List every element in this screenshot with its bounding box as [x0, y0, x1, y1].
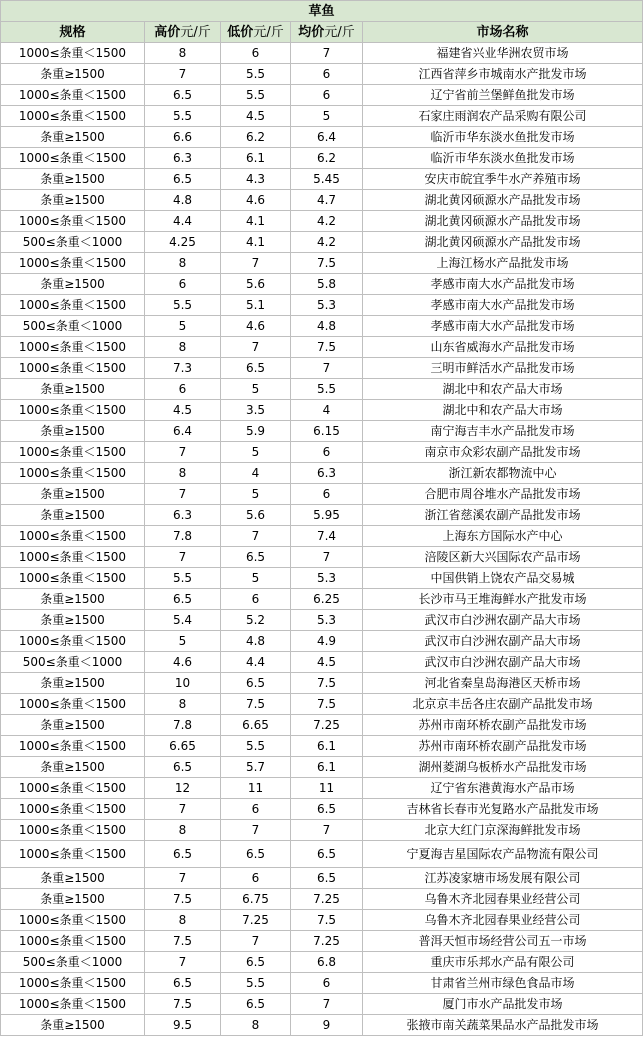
header-high-unit: 元/斤 — [180, 24, 211, 40]
cell-low: 6.65 — [221, 715, 291, 736]
cell-low: 6.5 — [221, 952, 291, 973]
header-avg-unit: 元/斤 — [324, 24, 355, 40]
cell-avg: 7 — [291, 43, 363, 64]
cell-spec: 1000≤条重＜1500 — [1, 337, 145, 358]
cell-low: 6.5 — [221, 673, 291, 694]
table-row — [1, 169, 643, 190]
cell-high: 4.4 — [145, 211, 221, 232]
cell-market: 湖州菱湖乌板桥水产品批发市场 — [363, 757, 643, 778]
cell-low: 4.6 — [221, 316, 291, 337]
cell-spec: 1000≤条重＜1500 — [1, 106, 145, 127]
cell-avg: 5.3 — [291, 295, 363, 316]
cell-low: 6.75 — [221, 889, 291, 910]
cell-avg: 6 — [291, 442, 363, 463]
cell-high: 7 — [145, 799, 221, 820]
cell-market: 乌鲁木齐北园春果业经营公司 — [363, 889, 643, 910]
cell-low: 5.7 — [221, 757, 291, 778]
cell-market: 苏州市南环桥农副产品批发市场 — [363, 715, 643, 736]
cell-high: 6.65 — [145, 736, 221, 757]
cell-spec: 条重≥1500 — [1, 673, 145, 694]
cell-avg: 7.5 — [291, 694, 363, 715]
cell-spec: 条重≥1500 — [1, 274, 145, 295]
cell-low: 5.5 — [221, 973, 291, 994]
cell-low: 7.25 — [221, 910, 291, 931]
cell-spec: 1000≤条重＜1500 — [1, 778, 145, 799]
table-row — [1, 889, 643, 910]
cell-avg: 4 — [291, 400, 363, 421]
cell-avg: 6.5 — [291, 868, 363, 889]
cell-high: 6.5 — [145, 589, 221, 610]
cell-low: 5.6 — [221, 274, 291, 295]
table-row — [1, 589, 643, 610]
cell-low: 4.1 — [221, 232, 291, 253]
cell-market: 临沂市华东淡水鱼批发市场 — [363, 148, 643, 169]
table-row — [1, 799, 643, 820]
cell-high: 12 — [145, 778, 221, 799]
cell-low: 4.1 — [221, 211, 291, 232]
cell-avg: 4.2 — [291, 232, 363, 253]
cell-spec: 1000≤条重＜1500 — [1, 85, 145, 106]
cell-high: 7 — [145, 64, 221, 85]
cell-high: 4.25 — [145, 232, 221, 253]
table-row — [1, 757, 643, 778]
cell-market: 中国供销上饶农产品交易城 — [363, 568, 643, 589]
cell-market: 湖北黄冈硕源水产品批发市场 — [363, 232, 643, 253]
cell-market: 上海东方国际水产中心 — [363, 526, 643, 547]
cell-high: 6 — [145, 274, 221, 295]
cell-avg: 4.8 — [291, 316, 363, 337]
cell-avg: 7.5 — [291, 910, 363, 931]
cell-spec: 条重≥1500 — [1, 889, 145, 910]
header-low-label: 低价 — [227, 24, 254, 40]
cell-high: 5.5 — [145, 106, 221, 127]
cell-low: 6 — [221, 799, 291, 820]
table-row — [1, 631, 643, 652]
cell-high: 10 — [145, 673, 221, 694]
cell-high: 6.3 — [145, 505, 221, 526]
cell-low: 8 — [221, 1015, 291, 1036]
cell-avg: 11 — [291, 778, 363, 799]
cell-low: 6.5 — [221, 547, 291, 568]
cell-avg: 6.8 — [291, 952, 363, 973]
cell-avg: 6.15 — [291, 421, 363, 442]
cell-avg: 7 — [291, 994, 363, 1015]
cell-market: 孝感市南大水产品批发市场 — [363, 316, 643, 337]
cell-market: 武汉市白沙洲农副产品大市场 — [363, 652, 643, 673]
cell-low: 5.1 — [221, 295, 291, 316]
cell-market: 三明市鲜活水产品批发市场 — [363, 358, 643, 379]
cell-market: 孝感市南大水产品批发市场 — [363, 295, 643, 316]
cell-high: 7.5 — [145, 931, 221, 952]
table-row — [1, 43, 643, 64]
cell-avg: 5.45 — [291, 169, 363, 190]
cell-avg: 7.25 — [291, 889, 363, 910]
cell-high: 4.6 — [145, 652, 221, 673]
cell-market: 甘肃省兰州市绿色食品市场 — [363, 973, 643, 994]
table-row — [1, 715, 643, 736]
cell-avg: 7.25 — [291, 931, 363, 952]
cell-market: 安庆市皖宜季牛水产养殖市场 — [363, 169, 643, 190]
cell-avg: 4.7 — [291, 190, 363, 211]
cell-spec: 1000≤条重＜1500 — [1, 820, 145, 841]
cell-spec: 1000≤条重＜1500 — [1, 694, 145, 715]
cell-avg: 7.5 — [291, 673, 363, 694]
cell-market: 普洱天恒市场经营公司五一市场 — [363, 931, 643, 952]
cell-market: 宁夏海吉星国际农产品物流有限公司 — [363, 841, 643, 868]
table-row — [1, 868, 643, 889]
cell-high: 5 — [145, 631, 221, 652]
cell-market: 石家庄雨润农产品采购有限公司 — [363, 106, 643, 127]
cell-low: 6.5 — [221, 358, 291, 379]
header-spec-label: 规格 — [59, 24, 86, 40]
cell-market: 河北省秦皇岛海港区天桥市场 — [363, 673, 643, 694]
cell-market: 临沂市华东淡水鱼批发市场 — [363, 127, 643, 148]
cell-high: 4.5 — [145, 400, 221, 421]
table-row — [1, 106, 643, 127]
cell-spec: 1000≤条重＜1500 — [1, 211, 145, 232]
table-row — [1, 820, 643, 841]
table-body — [1, 43, 643, 1036]
cell-high: 7 — [145, 868, 221, 889]
cell-avg: 5.3 — [291, 568, 363, 589]
cell-low: 7 — [221, 931, 291, 952]
table-row — [1, 610, 643, 631]
cell-spec: 1000≤条重＜1500 — [1, 43, 145, 64]
cell-spec: 1000≤条重＜1500 — [1, 547, 145, 568]
table-row — [1, 841, 643, 868]
table-row — [1, 910, 643, 931]
cell-spec: 1000≤条重＜1500 — [1, 736, 145, 757]
cell-spec: 条重≥1500 — [1, 715, 145, 736]
table-row — [1, 295, 643, 316]
cell-low: 6 — [221, 589, 291, 610]
cell-low: 5 — [221, 379, 291, 400]
cell-high: 6.6 — [145, 127, 221, 148]
cell-market: 涪陵区新大兴国际农产品市场 — [363, 547, 643, 568]
cell-high: 5.4 — [145, 610, 221, 631]
cell-high: 6.5 — [145, 85, 221, 106]
cell-avg: 4.9 — [291, 631, 363, 652]
cell-high: 5.5 — [145, 295, 221, 316]
header-high — [145, 22, 221, 43]
table-row — [1, 568, 643, 589]
cell-low: 4.6 — [221, 190, 291, 211]
cell-market: 湖北黄冈硕源水产品批发市场 — [363, 190, 643, 211]
cell-avg: 6.5 — [291, 841, 363, 868]
cell-high: 4.8 — [145, 190, 221, 211]
cell-low: 5.5 — [221, 736, 291, 757]
table-row — [1, 778, 643, 799]
cell-spec: 1000≤条重＜1500 — [1, 994, 145, 1015]
table-title-row — [1, 1, 643, 22]
header-avg-label: 均价 — [298, 24, 325, 40]
cell-low: 5 — [221, 568, 291, 589]
cell-avg: 5.5 — [291, 379, 363, 400]
cell-spec: 1000≤条重＜1500 — [1, 148, 145, 169]
cell-low: 6.5 — [221, 994, 291, 1015]
cell-spec: 条重≥1500 — [1, 421, 145, 442]
cell-high: 5.5 — [145, 568, 221, 589]
table-row — [1, 190, 643, 211]
cell-low: 5.9 — [221, 421, 291, 442]
cell-spec: 条重≥1500 — [1, 505, 145, 526]
cell-market: 厦门市水产品批发市场 — [363, 994, 643, 1015]
cell-high: 7.8 — [145, 715, 221, 736]
header-market — [363, 22, 643, 43]
cell-market: 湖北中和农产品大市场 — [363, 379, 643, 400]
cell-spec: 条重≥1500 — [1, 64, 145, 85]
cell-high: 8 — [145, 910, 221, 931]
cell-high: 6 — [145, 379, 221, 400]
header-low-unit: 元/斤 — [253, 24, 284, 40]
cell-market: 南宁海吉丰水产品批发市场 — [363, 421, 643, 442]
cell-market: 乌鲁木齐北园春果业经营公司 — [363, 910, 643, 931]
cell-market: 苏州市南环桥农副产品批发市场 — [363, 736, 643, 757]
cell-avg: 6 — [291, 85, 363, 106]
cell-market: 武汉市白沙洲农副产品大市场 — [363, 631, 643, 652]
cell-spec: 1000≤条重＜1500 — [1, 910, 145, 931]
cell-market: 湖北黄冈硕源水产品批发市场 — [363, 211, 643, 232]
cell-market: 重庆市乐邦水产品有限公司 — [363, 952, 643, 973]
cell-spec: 1000≤条重＜1500 — [1, 463, 145, 484]
cell-low: 5 — [221, 442, 291, 463]
table-row — [1, 358, 643, 379]
cell-high: 8 — [145, 253, 221, 274]
table-row — [1, 253, 643, 274]
cell-market: 辽宁省东港黄海水产品市场 — [363, 778, 643, 799]
cell-avg: 4.2 — [291, 211, 363, 232]
cell-spec: 1000≤条重＜1500 — [1, 400, 145, 421]
table-row — [1, 973, 643, 994]
cell-low: 7 — [221, 253, 291, 274]
table-row — [1, 127, 643, 148]
cell-high: 7.5 — [145, 889, 221, 910]
cell-low: 5.6 — [221, 505, 291, 526]
cell-high: 6.5 — [145, 841, 221, 868]
table-row — [1, 463, 643, 484]
table-row — [1, 1015, 643, 1036]
table-row — [1, 652, 643, 673]
cell-low: 11 — [221, 778, 291, 799]
cell-spec: 条重≥1500 — [1, 379, 145, 400]
cell-market: 浙江新农都物流中心 — [363, 463, 643, 484]
table-header-row — [1, 22, 643, 43]
cell-market: 南京市众彩农副产品批发市场 — [363, 442, 643, 463]
cell-high: 7 — [145, 547, 221, 568]
header-avg — [291, 22, 363, 43]
cell-market: 北京京丰岳各庄农副产品批发市场 — [363, 694, 643, 715]
table-row — [1, 421, 643, 442]
cell-high: 7.3 — [145, 358, 221, 379]
cell-high: 7 — [145, 484, 221, 505]
table-row — [1, 85, 643, 106]
cell-market: 湖北中和农产品大市场 — [363, 400, 643, 421]
cell-avg: 6.25 — [291, 589, 363, 610]
table-row — [1, 232, 643, 253]
cell-market: 孝感市南大水产品批发市场 — [363, 274, 643, 295]
cell-high: 8 — [145, 337, 221, 358]
cell-market: 江苏凌家塘市场发展有限公司 — [363, 868, 643, 889]
cell-avg: 6.2 — [291, 148, 363, 169]
cell-spec: 1000≤条重＜1500 — [1, 931, 145, 952]
table-row — [1, 694, 643, 715]
cell-market: 山东省威海水产品批发市场 — [363, 337, 643, 358]
cell-low: 4.8 — [221, 631, 291, 652]
cell-spec: 1000≤条重＜1500 — [1, 358, 145, 379]
cell-avg: 6.5 — [291, 799, 363, 820]
cell-high: 8 — [145, 463, 221, 484]
cell-avg: 9 — [291, 1015, 363, 1036]
cell-avg: 6 — [291, 484, 363, 505]
cell-low: 4.3 — [221, 169, 291, 190]
cell-spec: 500≤条重＜1000 — [1, 652, 145, 673]
table-row — [1, 316, 643, 337]
cell-high: 6.4 — [145, 421, 221, 442]
cell-avg: 4.5 — [291, 652, 363, 673]
cell-high: 5 — [145, 316, 221, 337]
cell-high: 6.3 — [145, 148, 221, 169]
cell-low: 7 — [221, 337, 291, 358]
cell-spec: 1000≤条重＜1500 — [1, 253, 145, 274]
cell-spec: 500≤条重＜1000 — [1, 232, 145, 253]
cell-market: 武汉市白沙洲农副产品大市场 — [363, 610, 643, 631]
cell-avg: 6.1 — [291, 736, 363, 757]
cell-avg: 6.3 — [291, 463, 363, 484]
cell-market: 张掖市南关蔬菜果品水产品批发市场 — [363, 1015, 643, 1036]
cell-low: 5.2 — [221, 610, 291, 631]
table-row — [1, 400, 643, 421]
cell-avg: 6 — [291, 973, 363, 994]
cell-high: 8 — [145, 43, 221, 64]
cell-spec: 1000≤条重＜1500 — [1, 799, 145, 820]
cell-avg: 7.5 — [291, 253, 363, 274]
header-spec — [1, 22, 145, 43]
cell-high: 7 — [145, 952, 221, 973]
table-row — [1, 505, 643, 526]
cell-low: 7 — [221, 526, 291, 547]
cell-avg: 5 — [291, 106, 363, 127]
cell-avg: 6 — [291, 64, 363, 85]
cell-spec: 1000≤条重＜1500 — [1, 631, 145, 652]
cell-market: 吉林省长春市光复路水产品批发市场 — [363, 799, 643, 820]
cell-low: 3.5 — [221, 400, 291, 421]
table-title: 草鱼 — [1, 1, 643, 22]
cell-avg: 7.4 — [291, 526, 363, 547]
table-row — [1, 211, 643, 232]
cell-avg: 7 — [291, 547, 363, 568]
cell-market: 北京大红门京深海鲜批发市场 — [363, 820, 643, 841]
table-row — [1, 379, 643, 400]
cell-avg: 6.4 — [291, 127, 363, 148]
table-row — [1, 736, 643, 757]
table-row — [1, 547, 643, 568]
cell-high: 6.5 — [145, 757, 221, 778]
cell-high: 9.5 — [145, 1015, 221, 1036]
cell-spec: 条重≥1500 — [1, 868, 145, 889]
cell-market: 浙江省慈溪农副产品批发市场 — [363, 505, 643, 526]
cell-spec: 1000≤条重＜1500 — [1, 295, 145, 316]
cell-avg: 7 — [291, 358, 363, 379]
cell-spec: 500≤条重＜1000 — [1, 316, 145, 337]
cell-avg: 6.1 — [291, 757, 363, 778]
table-row — [1, 673, 643, 694]
cell-high: 7.5 — [145, 994, 221, 1015]
cell-spec: 条重≥1500 — [1, 1015, 145, 1036]
table-row — [1, 952, 643, 973]
cell-low: 6.5 — [221, 841, 291, 868]
cell-avg: 7.25 — [291, 715, 363, 736]
cell-high: 8 — [145, 820, 221, 841]
cell-market: 辽宁省前兰堡鲜鱼批发市场 — [363, 85, 643, 106]
cell-market: 合肥市周谷堆水产品批发市场 — [363, 484, 643, 505]
cell-market: 福建省兴业华洲农贸市场 — [363, 43, 643, 64]
cell-spec: 条重≥1500 — [1, 127, 145, 148]
cell-spec: 1000≤条重＜1500 — [1, 841, 145, 868]
cell-low: 6 — [221, 43, 291, 64]
table-row — [1, 274, 643, 295]
cell-spec: 条重≥1500 — [1, 169, 145, 190]
cell-spec: 条重≥1500 — [1, 190, 145, 211]
header-high-label: 高价 — [154, 24, 181, 40]
cell-avg: 7.5 — [291, 337, 363, 358]
cell-high: 7 — [145, 442, 221, 463]
cell-market: 上海江杨水产品批发市场 — [363, 253, 643, 274]
cell-avg: 5.8 — [291, 274, 363, 295]
cell-low: 7 — [221, 820, 291, 841]
header-market-label: 市场名称 — [476, 24, 529, 40]
cell-spec: 1000≤条重＜1500 — [1, 526, 145, 547]
cell-high: 6.5 — [145, 169, 221, 190]
table-row — [1, 484, 643, 505]
header-low — [221, 22, 291, 43]
cell-spec: 条重≥1500 — [1, 484, 145, 505]
cell-low: 7.5 — [221, 694, 291, 715]
cell-spec: 条重≥1500 — [1, 610, 145, 631]
cell-high: 8 — [145, 694, 221, 715]
table-row — [1, 64, 643, 85]
cell-avg: 5.3 — [291, 610, 363, 631]
cell-low: 5 — [221, 484, 291, 505]
cell-spec: 500≤条重＜1000 — [1, 952, 145, 973]
cell-low: 6.2 — [221, 127, 291, 148]
cell-spec: 1000≤条重＜1500 — [1, 973, 145, 994]
cell-spec: 条重≥1500 — [1, 757, 145, 778]
table-row — [1, 526, 643, 547]
cell-market: 长沙市马王堆海鲜水产批发市场 — [363, 589, 643, 610]
cell-avg: 7 — [291, 820, 363, 841]
table-row — [1, 931, 643, 952]
table-row — [1, 994, 643, 1015]
cell-low: 6.1 — [221, 148, 291, 169]
cell-low: 4.5 — [221, 106, 291, 127]
cell-high: 6.5 — [145, 973, 221, 994]
table-row — [1, 148, 643, 169]
cell-avg: 5.95 — [291, 505, 363, 526]
cell-spec: 条重≥1500 — [1, 589, 145, 610]
table-row — [1, 337, 643, 358]
cell-low: 4 — [221, 463, 291, 484]
cell-spec: 1000≤条重＜1500 — [1, 568, 145, 589]
cell-high: 7.8 — [145, 526, 221, 547]
cell-low: 4.4 — [221, 652, 291, 673]
cell-market: 江西省萍乡市城南水产批发市场 — [363, 64, 643, 85]
cell-low: 5.5 — [221, 85, 291, 106]
cell-low: 5.5 — [221, 64, 291, 85]
cell-spec: 1000≤条重＜1500 — [1, 442, 145, 463]
cell-low: 6 — [221, 868, 291, 889]
table-row — [1, 442, 643, 463]
